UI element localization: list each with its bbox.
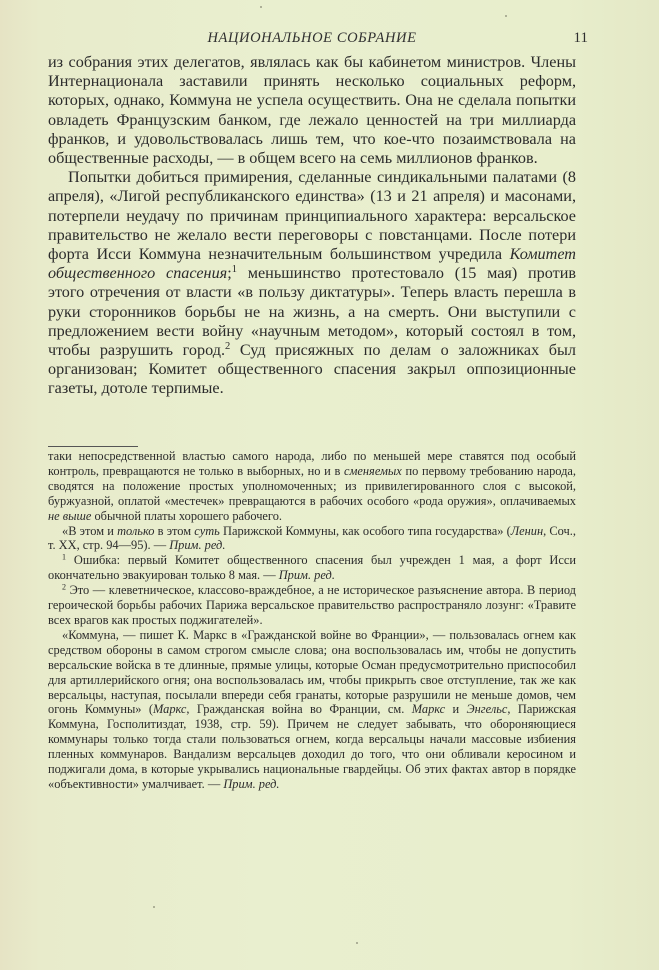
editor-note-mark: Прим. ред. bbox=[278, 568, 335, 583]
author-name: Энгельс bbox=[466, 702, 508, 717]
running-title: НАЦИОНАЛЬНОЕ СОБРАНИЕ bbox=[207, 30, 417, 46]
text-span: «В этом и bbox=[62, 523, 118, 538]
page-number: 11 bbox=[573, 30, 588, 46]
text-span: и bbox=[445, 702, 467, 717]
editor-note-mark: Прим. ред. bbox=[169, 538, 226, 553]
text-span: «Коммуна, — пишет К. Маркс в «Гражданской войне во Франции», — пользовалась огнем как средством обороны в самом строгом смысле слова; она воспользовалась им, чтобы не допустить версальские войска в те длинные, прямые улицы, которые Осман предусмотрительно приспособил для артиллерийского огня; она воспользовалась им, чтобы прикрыть свое отступление, так же как версальцы, наступая, посылали впереди себя гранаты, которые разрушили не меньше домов, чем огонь Коммуны» ( bbox=[48, 627, 576, 717]
text-span: Суд присяжных по делам о заложниках был организован; Комитет общественного спасения закрыл оппозиционные газеты, дотоле терпимые. bbox=[48, 341, 576, 398]
paper-speck bbox=[356, 942, 358, 944]
footnote-2 bbox=[48, 583, 576, 628]
footnote-divider bbox=[48, 446, 138, 447]
footnote-marx-quote bbox=[48, 628, 576, 792]
footnote-number: 1 bbox=[62, 552, 67, 562]
author-name: Маркс bbox=[153, 702, 187, 717]
text-span: ; bbox=[227, 264, 232, 283]
text-span: таки непосредственной властью самого народа, либо по меньшей мере ставятся под особый контроль, превращаются не только в выборных, но и в bbox=[48, 449, 576, 478]
footnote-lenin-quote bbox=[48, 524, 576, 554]
text-span: , Гражданская война во Франции, см. bbox=[186, 702, 412, 717]
paragraph-2 bbox=[48, 168, 576, 398]
paper-speck bbox=[153, 906, 155, 908]
editor-note-mark: Прим. ред. bbox=[223, 776, 280, 791]
text-span: по первому требованию народа, сводятся на положение простых уполномоченных; из привилегированного слоя с высокой, буржуазной, оплатой «местечек» превращаются в рабочих особого «рода оружия», оплачиваемых bbox=[48, 463, 576, 508]
text-span: обычной платы хорошего рабочего. bbox=[91, 508, 283, 523]
italic-term: не выше bbox=[48, 508, 92, 523]
main-text bbox=[48, 53, 576, 399]
author-name: Ленин bbox=[510, 523, 544, 538]
text-span: Это — клеветническое, классово-враждебное, а не историческое разъяснение автора. В период героической борьбы рабочих Парижа версальское правительство распространяло лозунг: «Травите всех врагов как простых поджигателей». bbox=[48, 583, 576, 627]
text-span: Ошибка: первый Комитет общественного спасения был учрежден 1 мая, а форт Исси окончательно эвакуирован только 8 мая. — bbox=[48, 553, 576, 583]
footnote-number: 2 bbox=[62, 582, 67, 592]
text-span: Парижской Коммуны, как особого типа государства» ( bbox=[219, 523, 511, 538]
text-span: , Соч., т. XX, стр. 94—95). — bbox=[48, 523, 576, 553]
text-span: Попытки добиться примирения, сделанные синдикальными палатами (8 апреля), «Лигой республиканского единства» (13 и 21 апреля) и масонами, потерпели неудачу по причинам принципиального характера: версальское правительство не желало вести переговоры с повстанцами. После потери форта Исси Коммуна незначительным большинством учредила bbox=[48, 168, 576, 264]
footnotes bbox=[48, 449, 576, 792]
text-span: в этом bbox=[154, 523, 195, 538]
running-head bbox=[48, 30, 588, 50]
italic-term: суть bbox=[194, 523, 220, 538]
italic-term: только bbox=[117, 523, 155, 538]
author-name: Маркс bbox=[411, 702, 446, 717]
paper-speck bbox=[260, 6, 262, 8]
paper-speck bbox=[505, 15, 507, 17]
paragraph-1: из собрания этих делегатов, являлась как бы кабинетом министров. Члены Интернационала заставили принять несколько социальных реформ, которых, однако, Коммуна не успела осуществить. Она не сделала попытки овладеть Французским банком, где лежало ценностей на три миллиарда франков, и удовольствовалась лишь тем, что кое-что позаимствовала на общественные расходы, — в общем всего на семь миллионов франков. bbox=[48, 53, 576, 168]
italic-term: Комитет общественного спасения bbox=[48, 245, 576, 283]
italic-term: сменяемых bbox=[344, 463, 402, 478]
text-span: меньшинство протестовало (15 мая) против этого отречения от власти «в пользу диктатуры». Теперь власть перешла в руки сторонников борьбы не на жизнь, а на смерть. Они выступили с предложением вести войну «научным методом», который состоял в том, чтобы разрушить город. bbox=[48, 264, 576, 360]
text-span: , Парижская Коммуна, Госполитиздат, 1938, стр. 59). Причем не следует забывать, что обороняющиеся коммунары только тогда стали пользоваться огнем, когда версальцы начали массовые избиения пленных коммунаров. Вандализм версальцев доходил до того, что они обливали керосином и поджигали дома, в которые укрывались национальные гвардейцы. Об этих фактах автор в порядке «объективности» умалчивает. — bbox=[48, 702, 577, 791]
footnote-1 bbox=[48, 553, 576, 583]
footnote-ref-2[interactable]: 2 bbox=[225, 341, 231, 353]
footnote-ref-1[interactable]: 1 bbox=[231, 264, 237, 276]
footnote-continuation bbox=[48, 449, 576, 524]
